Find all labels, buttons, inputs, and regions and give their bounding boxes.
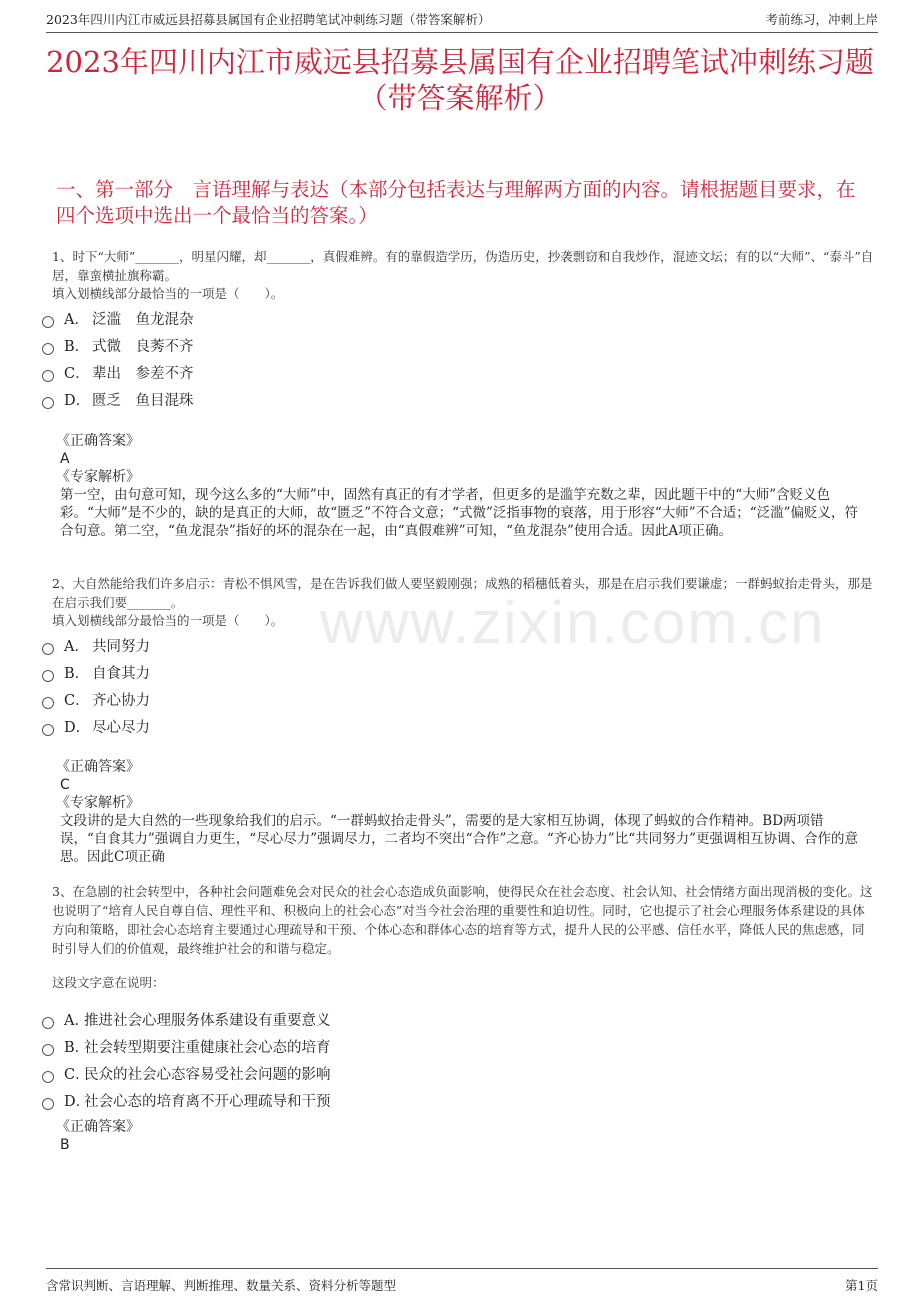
option-letter: C． bbox=[64, 693, 90, 709]
option-letter: A． bbox=[64, 639, 89, 655]
question-stem: 2、大自然能给我们许多启示：青松不惧风雪，是在告诉我们做人要坚毅刚强；成熟的稻穗低着头，那是在启示我们要谦虚；一群蚂蚁抬走骨头，那是在启示我们要_______。 bbox=[52, 576, 873, 610]
option-letter: A． bbox=[64, 312, 89, 328]
correct-answer-label: 《正确答案》 bbox=[56, 759, 140, 775]
option-text: 泛滥 鱼龙混杂 bbox=[92, 312, 194, 328]
option-text: 社会心态的培育离不开心理疏导和干预 bbox=[84, 1094, 331, 1110]
question-1-option-d[interactable] bbox=[42, 389, 194, 410]
option-text: 共同努力 bbox=[92, 639, 150, 655]
page-number: 第1页 bbox=[845, 1278, 878, 1293]
option-text: 社会转型期要注重健康社会心态的培育 bbox=[84, 1040, 331, 1056]
watermark: www.zixin.com.cn bbox=[320, 589, 826, 656]
question-3-prompt-block bbox=[52, 974, 874, 992]
option-letter: B． bbox=[64, 339, 90, 355]
radio-button-icon[interactable] bbox=[42, 1071, 54, 1083]
option-letter: A． bbox=[64, 1013, 89, 1029]
correct-answer-value: A bbox=[60, 451, 70, 467]
question-3-option-d[interactable] bbox=[42, 1090, 331, 1111]
footer-left-text: 含常识判断、言语理解、判断推理、数量关系、资料分析等题型 bbox=[46, 1278, 397, 1293]
option-letter: D． bbox=[64, 393, 91, 409]
question-3-option-b[interactable] bbox=[42, 1036, 331, 1057]
question-2-option-b[interactable] bbox=[42, 662, 150, 683]
radio-button-icon[interactable] bbox=[42, 1098, 54, 1110]
radio-button-icon[interactable] bbox=[42, 1017, 54, 1029]
question-1-option-c[interactable] bbox=[42, 362, 194, 383]
radio-button-icon[interactable] bbox=[42, 316, 54, 328]
question-2-answer-block bbox=[56, 758, 860, 866]
option-text: 民众的社会心态容易受社会问题的影响 bbox=[84, 1067, 331, 1083]
correct-answer-value: C bbox=[60, 777, 70, 793]
question-3-option-a[interactable] bbox=[42, 1009, 331, 1030]
option-letter: D． bbox=[64, 720, 91, 736]
question-1-stem-block bbox=[52, 247, 874, 303]
question-2-option-a[interactable] bbox=[42, 635, 150, 656]
radio-button-icon[interactable] bbox=[42, 724, 54, 736]
option-letter: B． bbox=[64, 1040, 90, 1056]
question-1-answer-block bbox=[56, 432, 860, 540]
option-letter: D． bbox=[64, 1094, 91, 1110]
question-stem: 3、在急剧的社会转型中，各种社会问题难免会对民众的社会心态造成负面影响，使得民众在社会态度、社会认知、社会情绪方面出现消极的变化。这也说明了“培育人民自尊自信、理性平和、积极向上的社会心态”对当今社会治理的重要性和迫切性。同时，它也提示了社会心理服务体系建设的具体方向和策略，即社会心态培育主要通过心理疏导和干预、个体心态和群体心态的培育等方式，提升人民的公平感、信任水平，降低人民的焦虑感，同时引导人们的价值观，最终维护社会的和谐与稳定。 bbox=[52, 884, 873, 956]
question-3-stem-block bbox=[52, 882, 874, 958]
question-1-option-a[interactable] bbox=[42, 308, 194, 329]
correct-answer-label: 《正确答案》 bbox=[56, 1119, 140, 1135]
option-letter: C． bbox=[64, 366, 90, 382]
question-prompt: 填入划横线部分最恰当的一项是（ ）。 bbox=[52, 613, 284, 628]
option-text: 式微 良莠不齐 bbox=[92, 339, 194, 355]
option-text: 齐心协力 bbox=[92, 693, 150, 709]
question-prompt: 填入划横线部分最恰当的一项是（ ）。 bbox=[52, 286, 284, 301]
question-2-option-c[interactable] bbox=[42, 689, 150, 710]
question-1-option-b[interactable] bbox=[42, 335, 194, 356]
expert-analysis-text: 第一空，由句意可知，现今这么多的“大师”中，固然有真正的有才学者，但更多的是滥竽充数之辈，因此题干中的“大师”含贬义色彩。“大师”是不少的，缺的是真正的大师，故“匮乏”不符合文意；“式微”泛指事物的衰落，用于形容“大师”不合适；“泛滥”偏贬义，符合句意。第二空，“鱼龙混杂”指好的坏的混杂在一起，由“真假难辨”可知，“鱼龙混杂”使用合适。因此A项正确。 bbox=[60, 487, 859, 539]
option-text: 推进社会心理服务体系建设有重要意义 bbox=[84, 1013, 331, 1029]
question-prompt: 这段文字意在说明： bbox=[52, 975, 165, 990]
radio-button-icon[interactable] bbox=[42, 370, 54, 382]
expert-analysis-text: 文段讲的是大自然的一些现象给我们的启示。“一群蚂蚁抬走骨头”，需要的是大家相互协调，体现了蚂蚁的合作精神。BD两项错误，“自食其力”强调自力更生，“尽心尽力”强调尽力，二者均不突出“合作”之意。“齐心协力”比“共同努力”更强调相互协调、合作的意思。因此C项正确 bbox=[60, 813, 859, 865]
question-2-stem-block bbox=[52, 574, 874, 630]
option-letter: B． bbox=[64, 666, 90, 682]
question-3-option-c[interactable] bbox=[42, 1063, 331, 1084]
question-2-option-d[interactable] bbox=[42, 716, 150, 737]
option-letter: C． bbox=[64, 1067, 90, 1083]
option-text: 匮乏 鱼目混珠 bbox=[92, 393, 194, 409]
option-text: 自食其力 bbox=[92, 666, 150, 682]
correct-answer-label: 《正确答案》 bbox=[56, 433, 140, 449]
section-heading: 一、第一部分 言语理解与表达（本部分包括表达与理解两方面的内容。请根据题目要求，在四个选项中选出一个最恰当的答案。） bbox=[56, 178, 856, 227]
page-footer bbox=[46, 1268, 878, 1294]
radio-button-icon[interactable] bbox=[42, 697, 54, 709]
expert-analysis-label: 《专家解析》 bbox=[56, 795, 140, 811]
question-stem: 1、时下“大师”_______，明星闪耀，却_______，真假难辨。有的靠假造学历，伪造历史，抄袭剽窃和自我炒作，混迹文坛；有的以“大师”、“泰斗”自居，靠蛮横扯旗称霸。 bbox=[52, 249, 874, 283]
radio-button-icon[interactable] bbox=[42, 343, 54, 355]
radio-button-icon[interactable] bbox=[42, 643, 54, 655]
radio-button-icon[interactable] bbox=[42, 670, 54, 682]
radio-button-icon[interactable] bbox=[42, 397, 54, 409]
radio-button-icon[interactable] bbox=[42, 1044, 54, 1056]
option-text: 辈出 参差不齐 bbox=[92, 366, 194, 382]
header-right-text: 考前练习，冲刺上岸 bbox=[765, 12, 878, 27]
expert-analysis-label: 《专家解析》 bbox=[56, 469, 140, 485]
option-text: 尽心尽力 bbox=[92, 720, 150, 736]
document-title: 2023年四川内江市威远县招募县属国有企业招聘笔试冲刺练习题（带答案解析） bbox=[46, 45, 874, 115]
correct-answer-value: B bbox=[60, 1137, 70, 1153]
header-left-text: 2023年四川内江市威远县招募县属国有企业招聘笔试冲刺练习题（带答案解析） bbox=[46, 12, 491, 27]
question-3-answer-block bbox=[56, 1118, 860, 1154]
page-header bbox=[46, 10, 878, 33]
